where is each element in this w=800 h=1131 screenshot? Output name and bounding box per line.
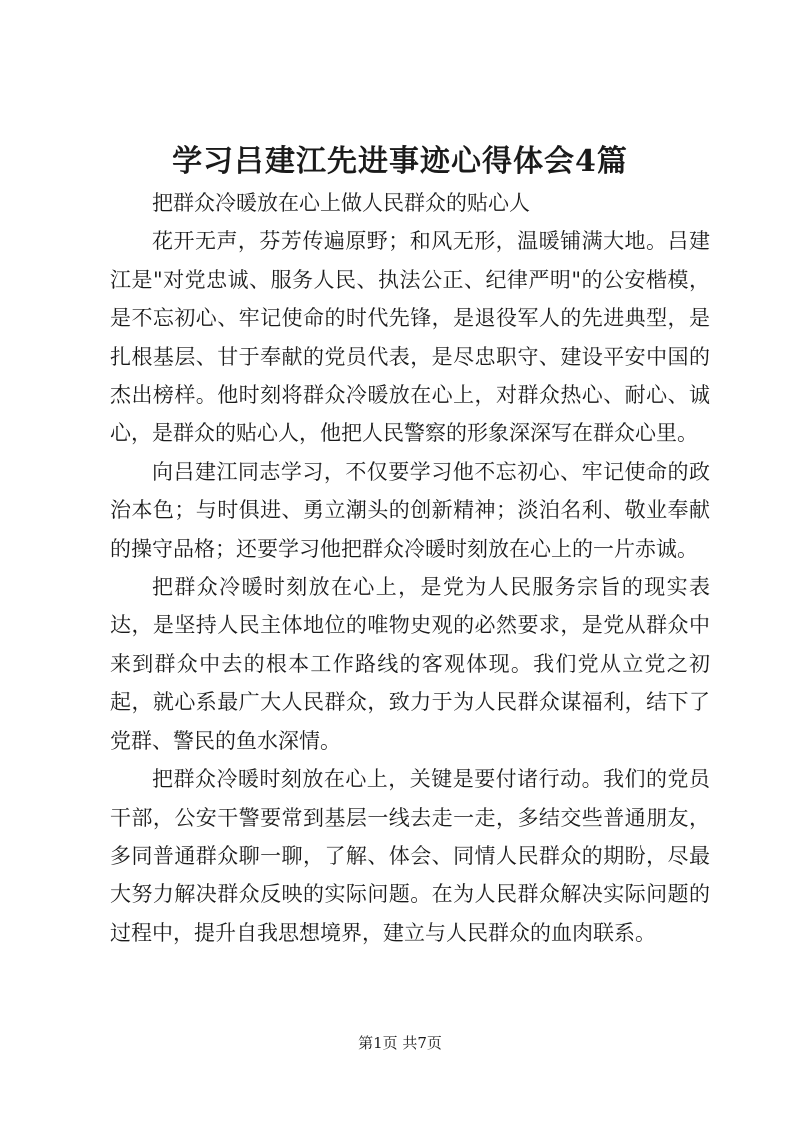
body-paragraph-1: 花开无声，芬芳传遍原野；和风无形，温暖铺满大地。吕建江是"对党忠诚、服务人民、执法公正、纪律严明"的公安楷模，是不忘初心、牢记使命的时代先锋，是退役军人的先进典型，是扎根基层、甘于奉献的党员代表，是尽忠职守、建设平安中国的杰出榜样。他时刻将群众冷暖放在心上，对群众热心、耐心、诚心，是群众的贴心人，他把人民警察的形象深深写在群众心里。 [110,229,710,446]
document-body [110,184,710,952]
body-paragraph-4: 把群众冷暖时刻放在心上，关键是要付诸行动。我们的党员干部，公安干警要常到基层一线去走一走，多结交些普通朋友，多同普通群众聊一聊，了解、体会、同情人民群众的期盼，尽最大努力解决群众反映的实际问题。在为人民群众解决实际问题的过程中，提升自我思想境界，建立与人民群众的血肉联系。 [110,767,710,945]
document-subtitle: 把群众冷暖放在心上做人民群众的贴心人 [152,191,530,215]
body-paragraph-2: 向吕建江同志学习，不仅要学习他不忘初心、牢记使命的政治本色；与时俱进、勇立潮头的创新精神；淡泊名利、敬业奉献的操守品格；还要学习他把群众冷暖时刻放在心上的一片赤诚。 [110,459,710,561]
body-paragraph-3: 把群众冷暖时刻放在心上，是党为人民服务宗旨的现实表达，是坚持人民主体地位的唯物史观的必然要求，是党从群众中来到群众中去的根本工作路线的客观体现。我们党从立党之初起，就心系最广大人民群众，致力于为人民群众谋福利，结下了党群、警民的鱼水深情。 [110,575,710,753]
document-title: 学习吕建江先进事迹心得体会4篇 [172,144,628,179]
page-footer: 第1页 共7页 [358,1034,442,1052]
